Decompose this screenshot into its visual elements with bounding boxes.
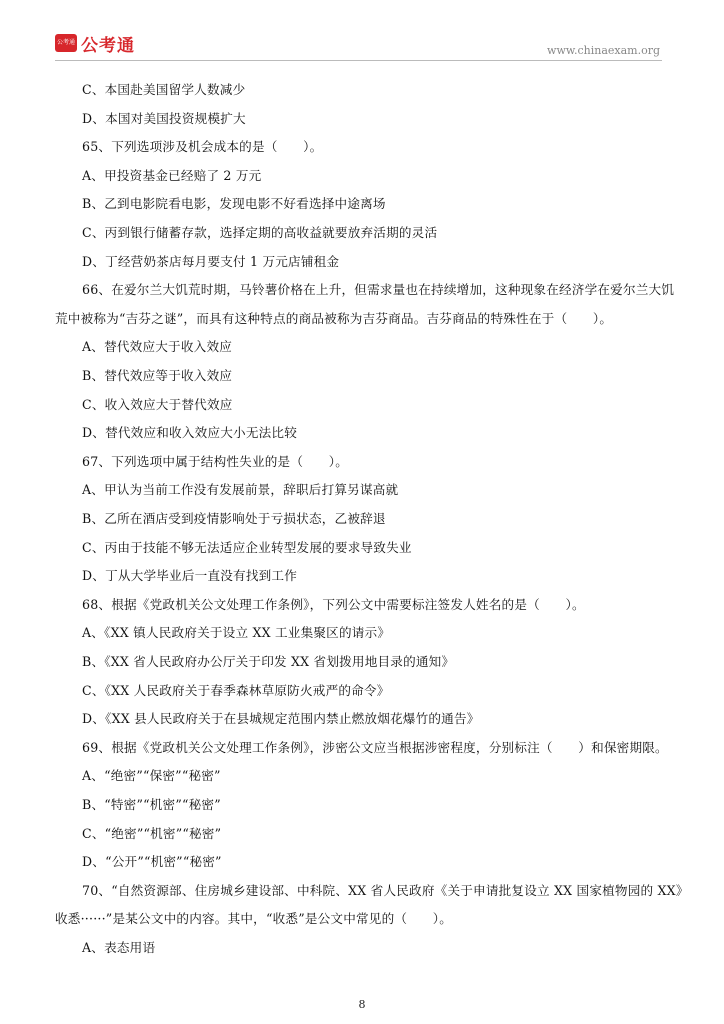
text-line: D、丁从大学毕业后一直没有找到工作 [82, 568, 297, 584]
text-line: C、丙到银行储蓄存款，选择定期的高收益就要放弃活期的灵活 [82, 225, 438, 240]
logo-text: 公考通 [81, 36, 135, 56]
text-line: C、《XX 人民政府关于春季森林草原防火戒严的命令》 [82, 682, 390, 698]
text-line: 70、“自然资源部、住房城乡建设部、中科院、XX 省人民政府《关于申请批复设立 XX 国家植物园的 XX》 [82, 882, 689, 898]
header-divider [55, 60, 662, 61]
text-line: 68、根据《党政机关公文处理工作条例》，下列公文中需要标注签发人姓名的是（ ）。 [82, 596, 585, 612]
text-line: C、丙由于技能不够无法适应企业转型发展的要求导致失业 [82, 539, 412, 555]
text-line: 65、下列选项涉及机会成本的是（ ）。 [82, 139, 323, 155]
text-line: D、替代效应和收入效应大小无法比较 [82, 425, 297, 441]
text-line: A、甲认为当前工作没有发展前景，辞职后打算另谋高就 [82, 482, 399, 498]
text-line: C、收入效应大于替代效应 [82, 396, 233, 412]
text-line: A、表态用语 [82, 940, 156, 955]
text-line: A、替代效应大于收入效应 [82, 339, 233, 355]
text-line: D、《XX 县人民政府关于在县城规定范围内禁止燃放烟花爆竹的通告》 [82, 711, 480, 727]
text-line: B、替代效应等于收入效应 [82, 368, 233, 383]
logo-badge: 公考通 [55, 34, 77, 52]
text-line: B、乙到电影院看电影，发现电影不好看选择中途离场 [82, 196, 386, 212]
text-line: B、《XX 省人民政府办公厅关于印发 XX 省划拨用地目录的通知》 [82, 654, 455, 669]
text-line: A、“绝密”“保密”“秘密” [82, 768, 221, 784]
page-header [0, 0, 724, 64]
text-line: B、乙所在酒店受到疫情影响处于亏损状态，乙被辞退 [82, 511, 386, 526]
text-line: A、《XX 镇人民政府关于设立 XX 工业集聚区的请示》 [82, 625, 391, 641]
page-number: 8 [358, 998, 366, 1011]
text-line: D、“公开”“机密”“秘密” [82, 854, 222, 870]
site-url[interactable]: www.chinaexam.org [547, 44, 660, 57]
text-line: B、“特密”“机密”“秘密” [82, 797, 221, 812]
text-line: 69、根据《党政机关公文处理工作条例》，涉密公文应当根据涉密程度，分别标注（ ）和保密期限。 [82, 739, 668, 755]
text-line: C、“绝密”“机密”“秘密” [82, 825, 222, 841]
text-line: 荒中被称为“吉芬之谜”，而具有这种特点的商品被称为吉芬商品。吉芬商品的特殊性在于（ ）。 [55, 310, 613, 326]
text-line: C、本国赴美国留学人数减少 [82, 82, 246, 97]
text-line: A、甲投资基金已经赔了 2 万元 [82, 167, 262, 183]
text-line: D、丁经营奶茶店每月要支付 1 万元店铺租金 [82, 253, 340, 269]
text-line: D、本国对美国投资规模扩大 [82, 110, 246, 126]
text-line: 收悉······”是某公文中的内容。其中，“收悉”是公文中常见的（ ）。 [55, 911, 453, 927]
text-line: 67、下列选项中属于结构性失业的是（ ）。 [82, 453, 348, 469]
text-line: 66、在爱尔兰大饥荒时期，马铃薯价格在上升，但需求量也在持续增加，这种现象在经济学在爱尔兰大饥 [82, 282, 675, 298]
